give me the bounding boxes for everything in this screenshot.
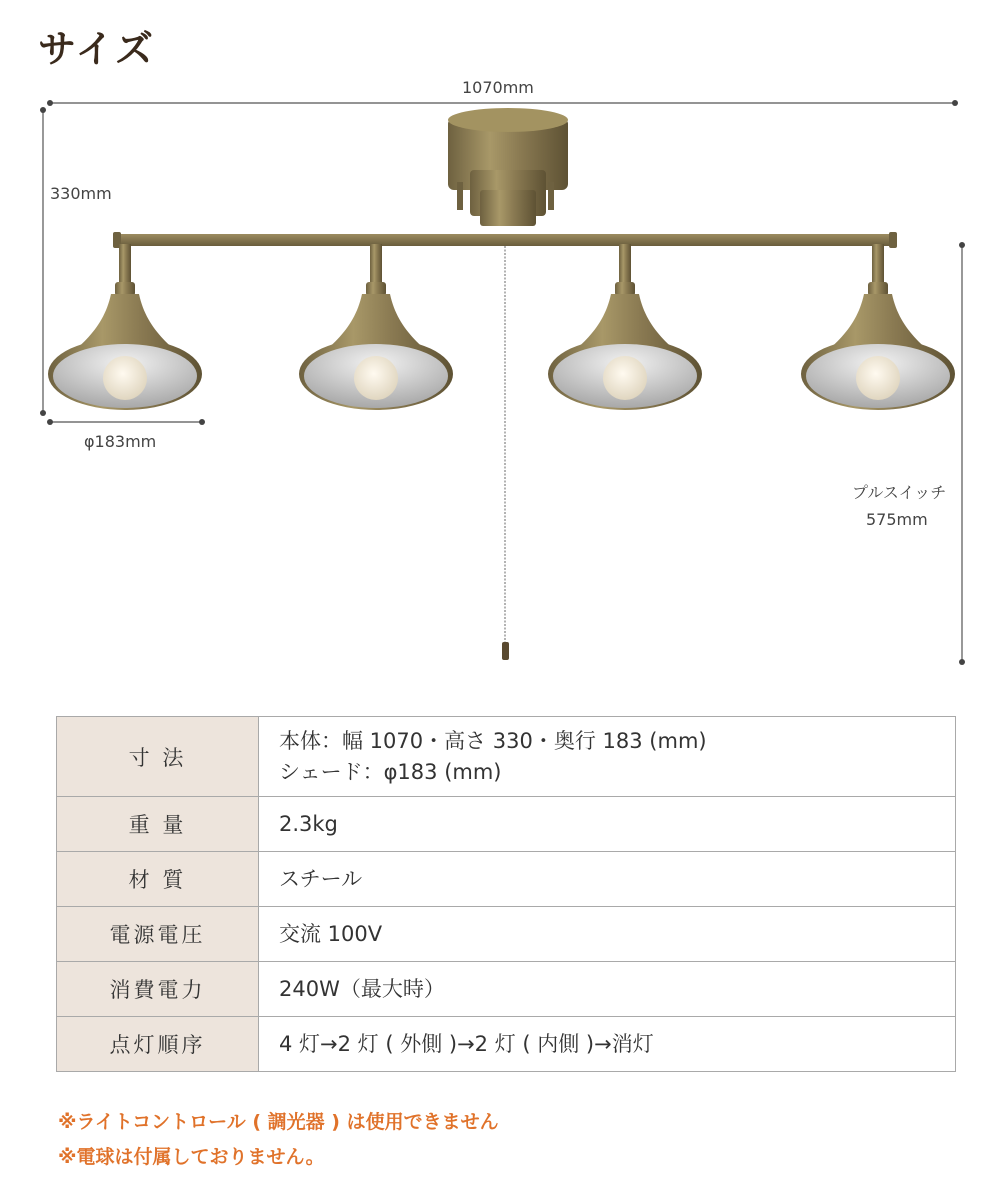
spec-value: スチール [259,852,956,907]
spec-key: 電源電圧 [57,907,259,962]
spec-key: 重 量 [57,797,259,852]
spec-value-line: シェード：φ183 (mm) [279,759,502,784]
pull-switch-knob [502,642,509,660]
table-row [57,907,956,962]
pull-switch-label: プルスイッチ [852,483,947,502]
product-diagram [0,70,1000,690]
lamp-1 [48,244,202,410]
spec-value: 交流 100V [259,907,956,962]
lamp-4 [801,244,955,410]
lamp-3 [548,244,702,410]
table-row [57,1017,956,1072]
width-label: 1070mm [462,78,534,97]
shade-label: φ183mm [84,432,157,451]
pull-switch-value: 575mm [866,510,928,529]
table-row [57,852,956,907]
lamp-illustration [0,70,1000,690]
notes [58,1105,499,1175]
ceiling-canopy [448,108,568,226]
spec-table [56,716,956,1072]
spec-value: 2.3kg [259,797,956,852]
page-title: サイズ [38,27,155,71]
lamp-bar [115,234,895,246]
spec-key: 材 質 [57,852,259,907]
table-row [57,717,956,797]
table-row [57,797,956,852]
spec-value [259,717,956,797]
table-row [57,962,956,1017]
spec-key: 点灯順序 [57,1017,259,1072]
height-label: 330mm [50,184,112,203]
spec-value: 240W（最大時） [259,962,956,1017]
note-dimmer: ※ライトコントロール ( 調光器 ) は使用できません [58,1111,499,1133]
spec-value: 4 灯→2 灯 ( 外側 )→2 灯 ( 内側 )→消灯 [259,1017,956,1072]
note-bulb: ※電球は付属しておりません。 [58,1146,325,1168]
spec-key: 消費電力 [57,962,259,1017]
spec-value-line: 本体：幅 1070・高さ 330・奥行 183 (mm) [279,728,707,753]
lamp-2 [299,244,453,410]
spec-key: 寸 法 [57,717,259,797]
